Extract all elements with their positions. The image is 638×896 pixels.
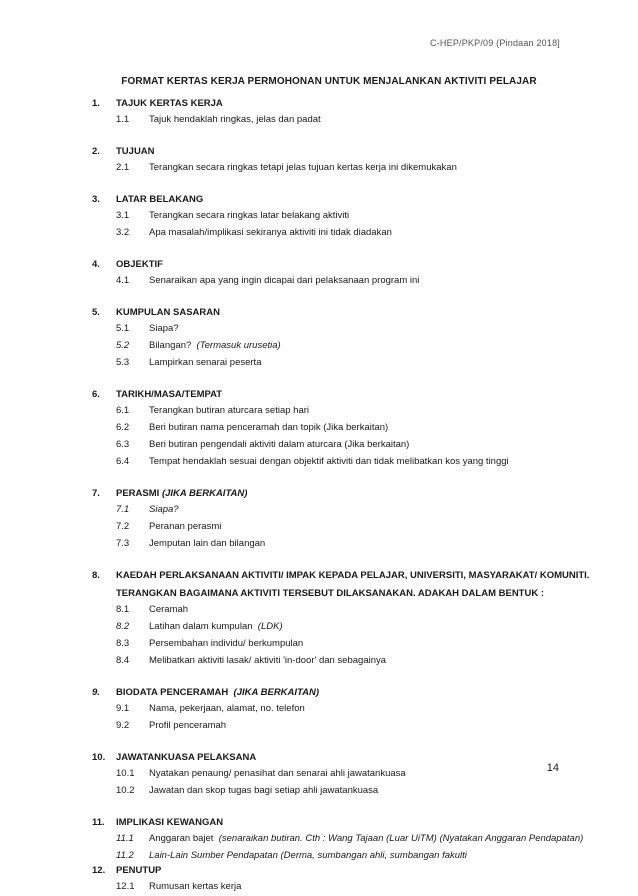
item-text: Profil penceramah [149,720,227,731]
section-title-text: BIODATA PENCERAMAH [116,687,229,698]
section-number: 8. [92,570,100,581]
section-number: 9. [92,687,100,698]
item-number: 12.1 [116,881,135,892]
list-item [0,437,638,454]
item-number: 5.3 [116,357,130,368]
list-item [0,502,638,519]
item-text: Jemputan lain dan bilangan [149,538,266,549]
list-item [0,355,638,372]
section-title-note: (JIKA BERKAITAN) [233,687,320,698]
item-text: Peranan perasmi [149,521,222,532]
section-heading [0,194,638,208]
item-number: 5.2 [116,340,130,351]
list-item [0,338,638,355]
item-main-text: Anggaran bajet [149,833,214,844]
section-9 [0,687,638,735]
item-text: Ceramah [149,604,189,615]
section-heading [0,687,638,701]
section-number: 1. [92,98,100,109]
section-title: LATAR BELAKANG [116,194,204,205]
list-item [0,536,638,553]
item-number: 8.1 [116,604,130,615]
item-text [149,833,583,844]
list-item [0,321,638,338]
section-subheading [0,588,638,602]
item-number: 9.2 [116,720,130,731]
section-heading [0,146,638,160]
item-text [149,340,281,351]
section-heading [0,307,638,321]
item-text: Lain-Lain Sumber Pendapatan (Derma, sumbangan ahli, sumbangan fakulti [149,850,467,861]
item-number: 9.1 [116,703,130,714]
section-number: 6. [92,389,100,400]
section-heading [0,488,638,502]
item-number: 11.2 [116,850,134,861]
item-text: Nyatakan penaung/ penasihat dan senarai ahli jawatankuasa [149,768,406,779]
item-number: 8.4 [116,655,130,666]
item-text: Beri butiran pengendali aktiviti dalam aturcara (Jika berkaitan) [149,439,410,450]
item-text: Jawatan dan skop tugas bagi setiap ahli jawatankuasa [149,785,379,796]
section-title: KUMPULAN SASARAN [116,307,220,318]
section-number: 7. [92,488,100,499]
item-text: Lampirkan senarai peserta [149,357,262,368]
item-number: 10.1 [116,768,135,779]
section-7 [0,488,638,553]
section-title: PENUTUP [116,865,162,876]
item-number: 3.2 [116,227,130,238]
document-reference-code: C-HEP/PKP/09 (Pindaan 2018] [430,38,560,48]
list-item [0,718,638,735]
item-note: (LDK) [257,621,283,632]
section-number: 3. [92,194,100,205]
item-number: 2.1 [116,162,130,173]
sections-list [0,98,638,896]
item-text [149,621,283,632]
item-text: Tempat hendaklah sesuai dengan objektif aktiviti dan tidak melibatkan kos yang tinggi [149,456,509,467]
item-number: 6.2 [116,422,130,433]
section-1 [0,98,638,129]
section-title: OBJEKTIF [116,259,163,270]
section-title-text: PERASMI [116,488,160,499]
item-text: Siapa? [149,323,179,334]
item-text: Terangkan secara ringkas tetapi jelas tujuan kertas kerja ini dikemukakan [149,162,457,173]
document-title [0,76,638,87]
item-number: 10.2 [116,785,135,796]
list-item [0,783,638,800]
list-item [0,879,638,896]
item-number: 7.3 [116,538,130,549]
item-number: 6.3 [116,439,130,450]
item-number: 11.1 [116,833,134,844]
section-4 [0,259,638,290]
section-title: IMPLIKASI KEWANGAN [116,817,224,828]
item-number: 6.1 [116,405,130,416]
section-title: TUJUAN [116,146,155,157]
list-item [0,519,638,536]
item-main-text: Latihan dalam kumpulan [149,621,253,632]
section-heading [0,98,638,112]
list-item [0,636,638,653]
section-3 [0,194,638,242]
item-text: Persembahan individu/ berkumpulan [149,638,304,649]
item-number: 4.1 [116,275,130,286]
list-item [0,160,638,177]
section-number: 11. [92,817,105,828]
section-6 [0,389,638,471]
section-11 [0,817,638,865]
section-heading [0,259,638,273]
document-title-text: FORMAT KERTAS KERJA PERMOHONAN UNTUK MENJALANKAN AKTIVITI PELAJAR [121,76,537,87]
item-text: Terangkan butiran aturcara setiap hari [149,405,310,416]
item-text: Siapa? [149,504,179,515]
section-5 [0,307,638,372]
list-item [0,208,638,225]
item-number: 6.4 [116,456,130,467]
list-item [0,848,638,865]
list-item [0,653,638,670]
page-number: 14 [546,762,559,774]
section-number: 2. [92,146,100,157]
item-text: Apa masalah/implikasi sekiranya aktiviti ini tidak diadakan [149,227,392,238]
item-main-text: Bilangan? [149,340,192,351]
item-text: Tajuk hendaklah ringkas, jelas dan padat [149,114,321,125]
list-item [0,225,638,242]
item-text: Melibatkan aktiviti lasak/ aktiviti 'in-door' dan sebagainya [149,655,387,666]
section-title: JAWATANKUASA PELAKSANA [116,752,257,763]
section-title: TARIKH/MASA/TEMPAT [116,389,223,400]
item-note: (Termasuk urusetia) [196,340,281,351]
section-heading [0,865,638,879]
item-text: Rumusan kertas kerja [149,881,242,892]
section-number: 10. [92,752,106,763]
section-title: TAJUK KERTAS KERJA [116,98,223,109]
item-number: 8.2 [116,621,130,632]
item-note: (senaraikan butiran. Cth : Wang Tajaan (Luar UiTM) (Nyatakan Anggaran Pendapatan) [218,833,584,844]
section-number: 12. [92,865,106,876]
section-heading [0,389,638,403]
section-8 [0,570,638,670]
item-text: Beri butiran nama penceramah dan topik (Jika berkaitan) [149,422,389,433]
section-number: 5. [92,307,100,318]
list-item [0,701,638,718]
item-number: 1.1 [116,114,130,125]
section-10 [0,752,638,800]
item-number: 8.3 [116,638,130,649]
section-2 [0,146,638,177]
list-item [0,602,638,619]
list-item [0,112,638,129]
section-title [116,488,247,499]
item-number: 3.1 [116,210,130,221]
item-number: 5.1 [116,323,130,334]
item-text: Nama, pekerjaan, alamat, no. telefon [149,703,305,714]
item-text: Terangkan secara ringkas latar belakang aktiviti [149,210,350,221]
section-number: 4. [92,259,100,270]
section-heading [0,817,638,831]
section-12 [0,865,638,896]
list-item [0,403,638,420]
list-item [0,454,638,471]
item-number: 7.2 [116,521,130,532]
section-title-note: (JIKA BERKAITAN) [161,488,248,499]
section-subheading-text: TERANGKAN BAGAIMANA AKTIVITI TERSEBUT DILAKSANAKAN. ADAKAH DALAM BENTUK : [116,588,545,599]
item-text: Senaraikan apa yang ingin dicapai dari pelaksanaan program ini [149,275,420,286]
list-item [0,619,638,636]
list-item [0,831,638,848]
item-number: 7.1 [116,504,130,515]
section-heading [0,570,638,584]
section-title [116,687,319,698]
list-item [0,420,638,437]
section-title: KAEDAH PERLAKSANAAN AKTIVITI/ IMPAK KEPADA PELAJAR, UNIVERSITI, MASYARAKAT/ KOMUNITI. [116,570,590,581]
list-item [0,273,638,290]
